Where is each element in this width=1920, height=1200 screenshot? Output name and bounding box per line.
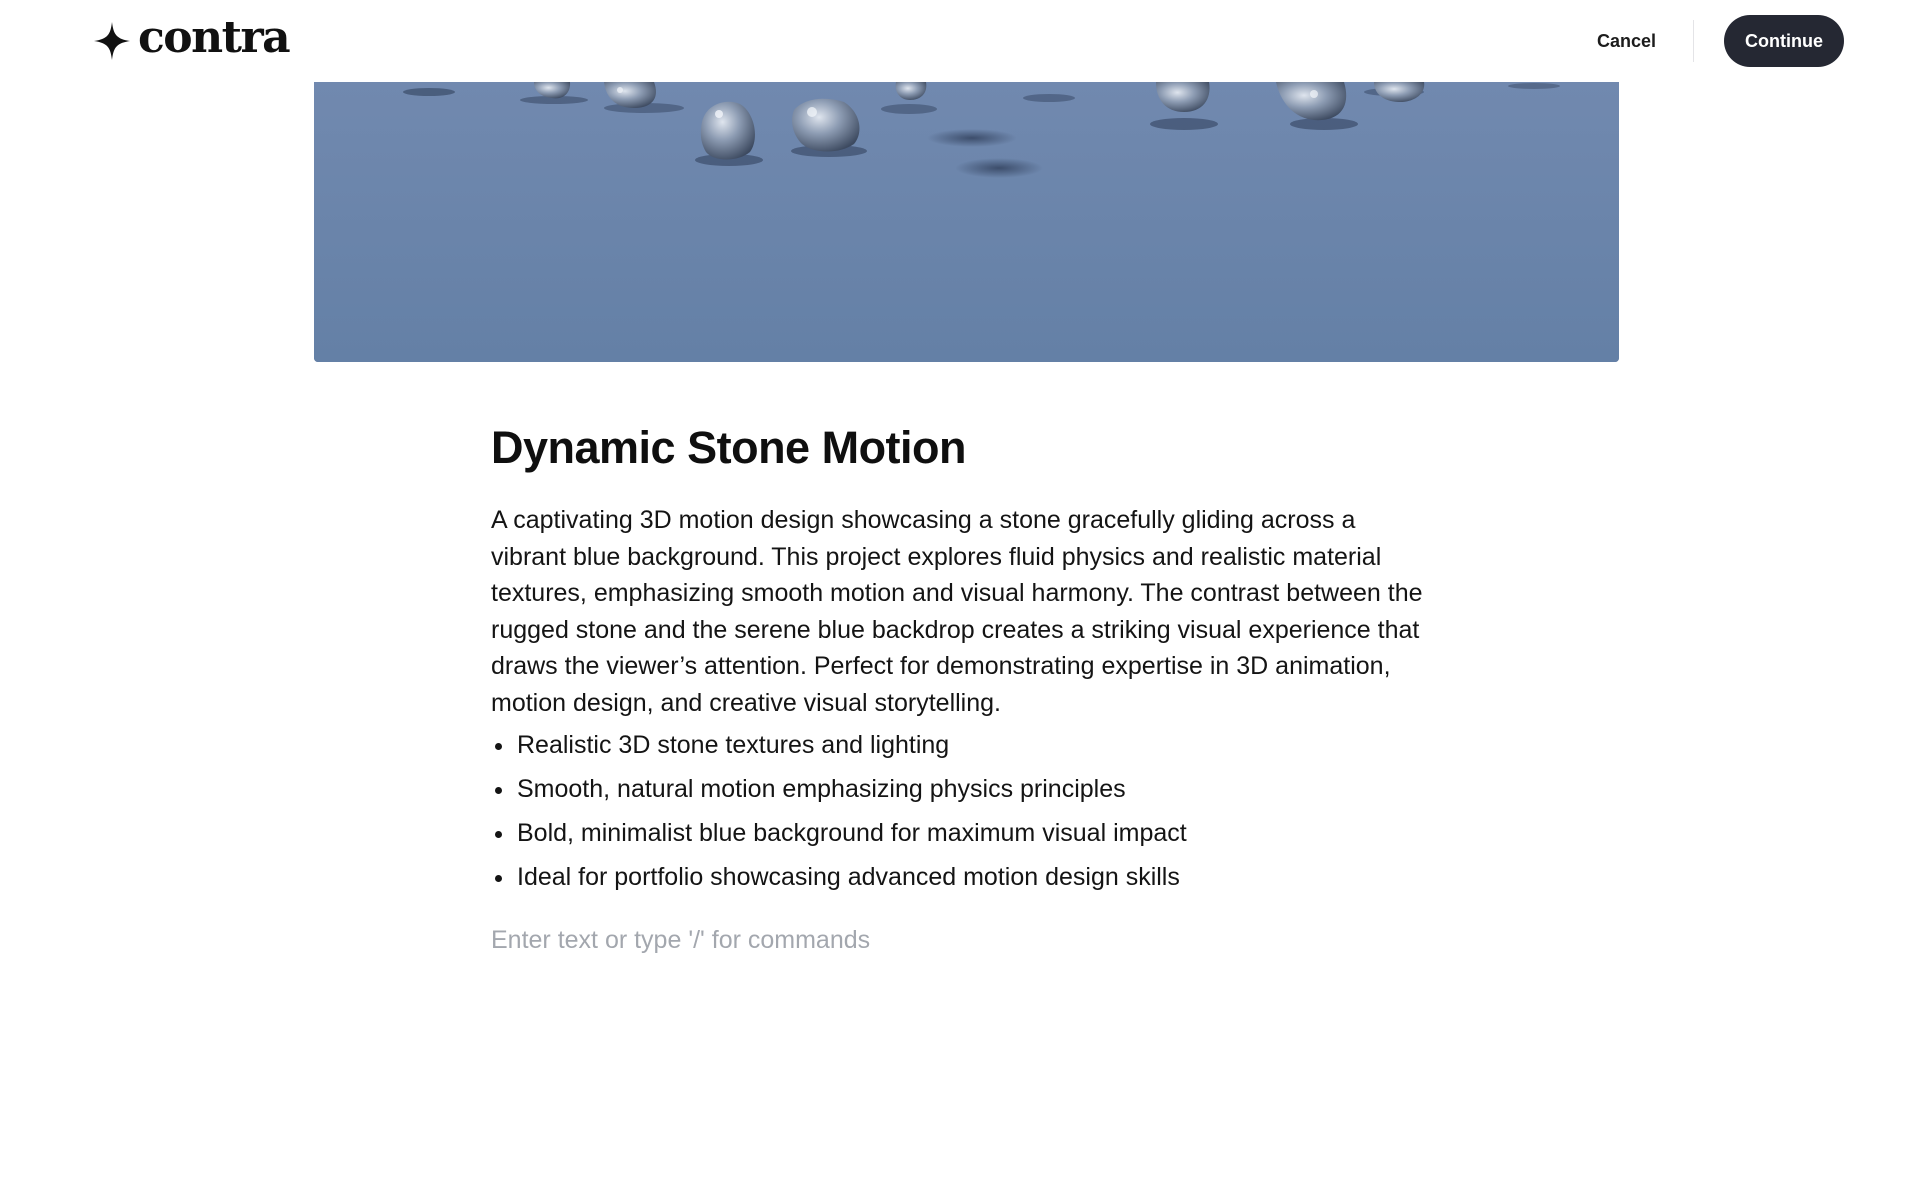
feature-list-item[interactable]: • Ideal for portfolio showcasing advanced motion design skills [516,859,1431,895]
project-content [491,420,1431,958]
brand-wordmark: contra [138,12,290,63]
project-title[interactable]: Dynamic Stone Motion [491,422,967,473]
feature-list-item[interactable]: • Smooth, natural motion emphasizing physics principles [516,771,1431,807]
project-description[interactable]: A captivating 3D motion design showcasing a stone gracefully gliding across a vibrant blue background. This project explores fluid physics and realistic material textures, emphasizing smooth motion and visual harmony. The contrast between the rugged stone and the serene blue backdrop creates a striking visual experience that draws the viewer’s attention. Perfect for demonstrating expertise in 3D animation, motion design, and creative visual storytelling. [491,506,1423,717]
continue-button[interactable]: Continue [1724,15,1844,67]
top-bar [0,0,1920,82]
brand-logo[interactable] [94,12,290,64]
sparkle-icon [94,22,130,60]
cover-image[interactable] [314,82,1619,362]
feature-list [491,727,1431,895]
cancel-button[interactable]: Cancel [1585,24,1668,58]
editor-input[interactable] [491,922,1251,958]
header-divider [1693,20,1694,62]
feature-list-item[interactable]: • Bold, minimalist blue background for maximum visual impact [516,815,1431,851]
feature-list-item[interactable]: • Realistic 3D stone textures and lighting [516,727,1431,763]
